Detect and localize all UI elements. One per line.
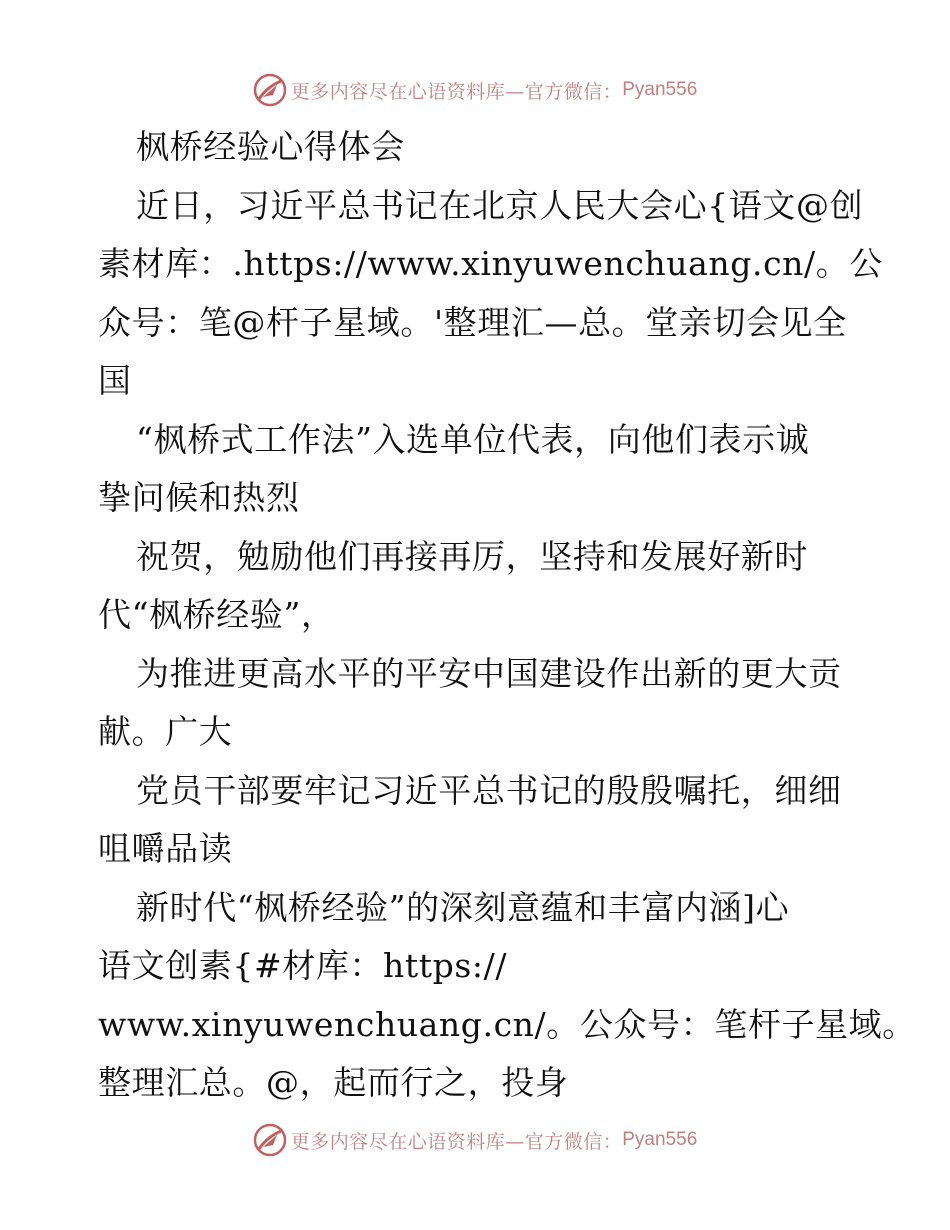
document-body: [98, 118, 916, 1113]
watermark-wechat-id: Pyan556: [622, 1129, 698, 1150]
paragraph-line: 新时代“枫桥经验”的深刻意蕴和丰富内涵]心: [136, 887, 790, 927]
paragraph-line: 整理汇总。@，起而行之，投身: [98, 1063, 569, 1102]
watermark-text: 更多内容尽在心语资料库—官方微信：: [290, 1130, 623, 1153]
paragraph-line: 党员干部要牢记习近平总书记的殷殷嘱托，细细: [136, 770, 842, 810]
paragraph-line: 语文创素{#材库：https://: [98, 946, 508, 985]
pen-logo-icon: [253, 1123, 287, 1157]
document-title: 枫桥经验心得体会: [136, 127, 405, 166]
header-watermark-banner: [0, 70, 950, 110]
paragraph-line: 近日，习近平总书记在北京人民大会心{语文@创: [136, 185, 864, 225]
watermark-text: 更多内容尽在心语资料库—官方微信：: [290, 80, 623, 103]
paragraph-line: 代“枫桥经验”，: [98, 595, 335, 634]
watermark-wechat-id: Pyan556: [622, 79, 698, 100]
paragraph-line: 祝贺，勉励他们再接再厉，坚持和发展好新时: [136, 536, 808, 576]
paragraph-line: 献。广大: [98, 712, 233, 751]
paragraph-line: 众号：笔@杆子星域。'整理汇—总。堂亲切会见全: [98, 302, 847, 342]
paragraph-line: www.xinyuwenchuang.cn/。公众号：笔杆子星域。: [98, 1004, 916, 1044]
paragraph-line: “枫桥式工作法”入选单位代表，向他们表示诚: [136, 419, 810, 459]
paragraph-line: 挚问候和热烈: [98, 478, 300, 517]
paragraph-line: 国: [98, 361, 132, 400]
paragraph-line: 素材库：.https://www.xinyuwenchuang.cn/。公: [98, 244, 883, 283]
paragraph-line: 咀嚼品读: [98, 829, 233, 868]
pen-logo-icon: [253, 73, 287, 107]
paragraph-line: 为推进更高水平的平安中国建设作出新的更大贡: [136, 653, 842, 693]
footer-watermark-banner: [0, 1120, 950, 1160]
